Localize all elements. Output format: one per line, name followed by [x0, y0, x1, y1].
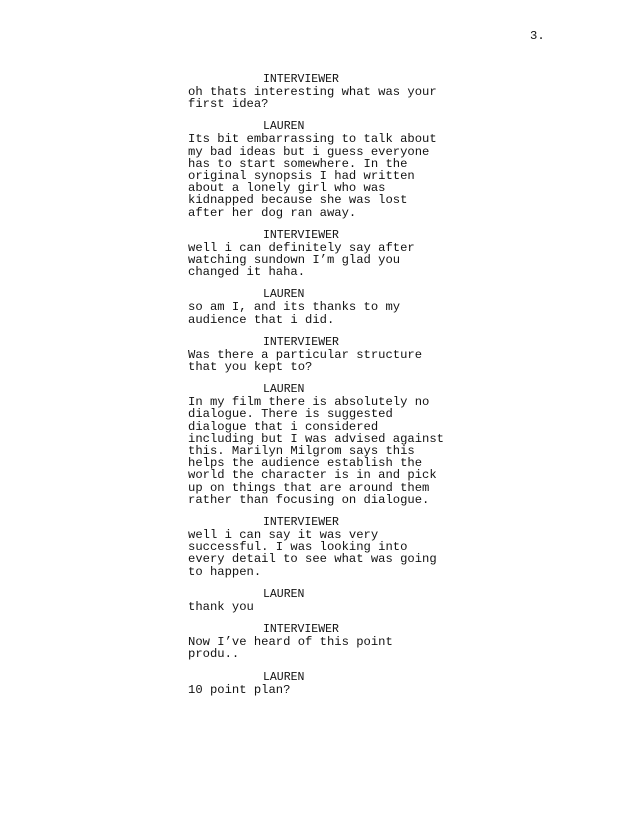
character-name: LAUREN — [263, 670, 305, 684]
dialogue-line: my bad ideas but i guess everyone — [188, 144, 430, 159]
character-name: INTERVIEWER — [263, 335, 339, 349]
dialogue-line: Was there a particular structure — [188, 347, 423, 362]
dialogue-text — [188, 133, 488, 218]
character-name: LAUREN — [263, 120, 305, 134]
dialogue-text — [188, 636, 488, 660]
dialogue-line: 10 point plan? — [188, 682, 291, 697]
dialogue-line: dialogue that i considered — [188, 419, 379, 434]
dialogue-block — [188, 74, 488, 110]
dialogue-line: to happen. — [188, 564, 262, 579]
dialogue-line: well i can definitely say after — [188, 240, 415, 255]
dialogue-line: successful. I was looking into — [188, 540, 408, 555]
dialogue-line: original synopsis I had written — [188, 169, 415, 184]
dialogue-block — [188, 624, 488, 660]
character-name: INTERVIEWER — [263, 73, 339, 86]
dialogue-line: world the character is in and pick — [188, 468, 437, 483]
dialogue-line: well i can say it was very — [188, 528, 379, 543]
dialogue-block — [188, 121, 488, 218]
dialogue-line: helps the audience establish the — [188, 456, 423, 471]
character-name: LAUREN — [263, 288, 305, 302]
dialogue-line: kidnapped because she was lost — [188, 193, 408, 208]
character-name: INTERVIEWER — [263, 623, 339, 637]
dialogue-line: watching sundown I’m glad you — [188, 253, 401, 268]
dialogue-line: Now I’ve heard of this point — [188, 635, 393, 650]
dialogue-line: every detail to see what was going — [188, 552, 437, 567]
dialogue-text — [188, 301, 488, 325]
character-name: INTERVIEWER — [263, 228, 339, 242]
dialogue-block — [188, 517, 488, 578]
dialogue-block — [188, 672, 488, 696]
dialogue-block — [188, 589, 488, 613]
dialogue-block — [188, 337, 488, 373]
dialogue-line: up on things that are around them — [188, 480, 430, 495]
dialogue-line: dialogue. There is suggested — [188, 407, 393, 422]
dialogue-text — [188, 396, 488, 506]
character-name: LAUREN — [263, 587, 305, 601]
dialogue-line: rather than focusing on dialogue. — [188, 492, 430, 507]
screenplay-body — [188, 74, 488, 707]
dialogue-line: In my film there is absolutely no — [188, 395, 430, 410]
dialogue-block — [188, 230, 488, 279]
character-name: LAUREN — [263, 383, 305, 397]
dialogue-line: has to start somewhere. In the — [188, 156, 408, 171]
page-number: 3. — [530, 29, 545, 43]
dialogue-line: oh thats interesting what was your — [188, 85, 437, 99]
dialogue-line: this. Marilyn Milgrom says this — [188, 444, 415, 459]
dialogue-line: changed it haha. — [188, 265, 306, 280]
dialogue-line: Its bit embarrassing to talk about — [188, 132, 437, 147]
dialogue-line: produ.. — [188, 647, 240, 662]
dialogue-line: thank you — [188, 599, 254, 614]
dialogue-text — [188, 601, 488, 613]
dialogue-line: that you kept to? — [188, 360, 313, 375]
dialogue-text — [188, 242, 488, 279]
dialogue-line: including but I was advised against — [188, 431, 444, 446]
dialogue-line: after her dog ran away. — [188, 205, 357, 220]
dialogue-line: so am I, and its thanks to my — [188, 300, 401, 315]
dialogue-text — [188, 529, 488, 578]
dialogue-line: about a lonely girl who was — [188, 181, 386, 196]
dialogue-line: first idea? — [188, 97, 269, 112]
dialogue-text — [188, 684, 488, 696]
dialogue-text — [188, 349, 488, 373]
dialogue-block — [188, 384, 488, 506]
dialogue-block — [188, 289, 488, 325]
character-name: INTERVIEWER — [263, 516, 339, 530]
dialogue-line: audience that i did. — [188, 312, 335, 327]
dialogue-text — [188, 86, 488, 110]
